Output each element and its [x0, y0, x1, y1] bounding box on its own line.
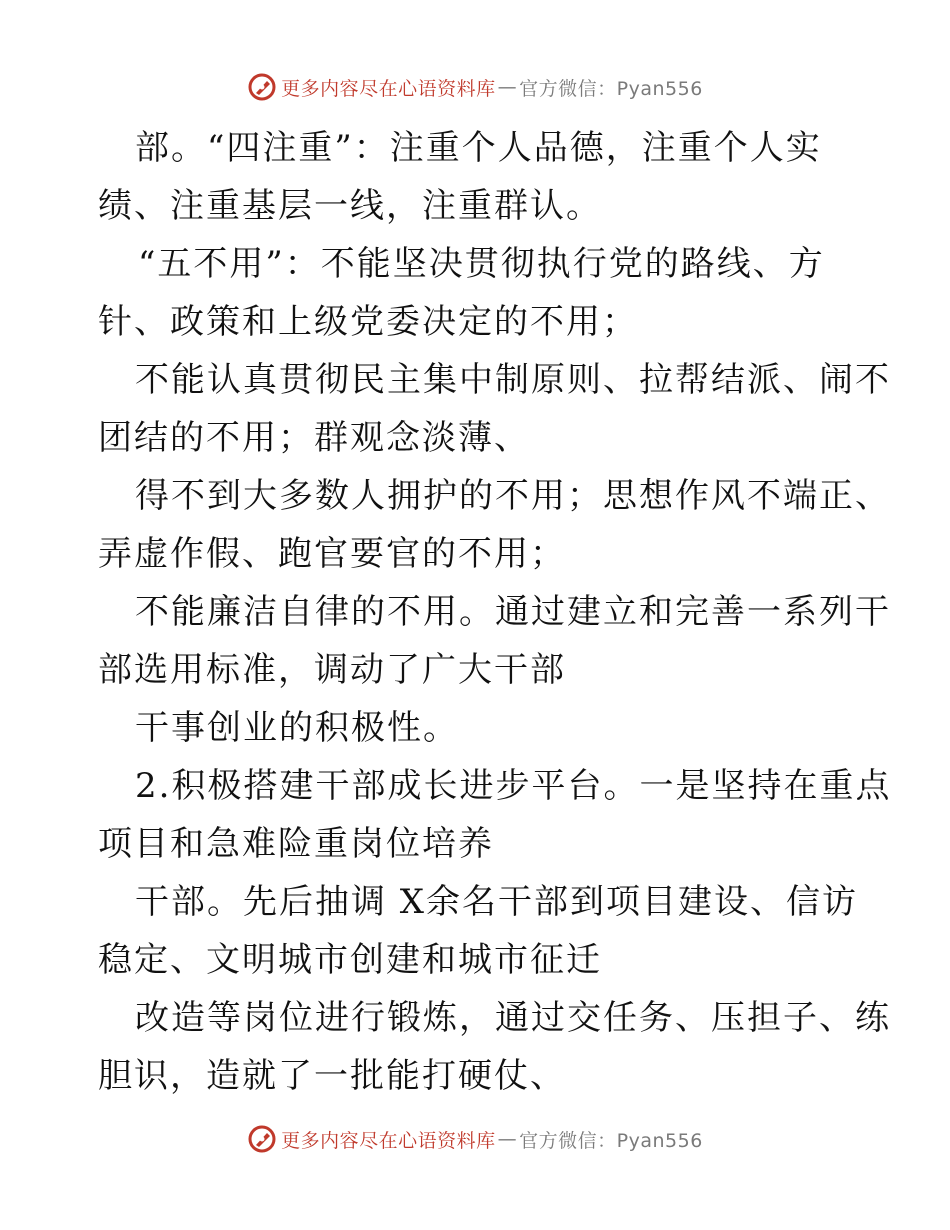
- banner-dash: —: [497, 1128, 518, 1150]
- text-line: 不能认真贯彻民主集中制原则、拉帮结派、闹不: [135, 360, 891, 400]
- text-line: 干部。先后抽调 X余名干部到项目建设、信访: [135, 882, 859, 922]
- text-line: 稳定、文明城市创建和城市征迁: [98, 940, 602, 980]
- text-line: 部选用标准，调动了广大干部: [98, 650, 566, 690]
- text-line: 不能廉洁自律的不用。通过建立和完善一系列干: [135, 592, 891, 632]
- text-line: 胆识，造就了一批能打硬仗、: [98, 1056, 566, 1096]
- banner-dash: —: [497, 76, 518, 98]
- text-line: “五不用”：不能坚决贯彻执行党的路线、方: [138, 244, 825, 284]
- header-watermark: [0, 72, 950, 102]
- text-line: 弄虚作假、跑官要官的不用；: [98, 534, 566, 574]
- text-line: 得不到大多数人拥护的不用；思想作风不端正、: [135, 476, 891, 516]
- banner-wechat: 官方微信：Pyan556: [519, 1129, 703, 1152]
- banner-wechat: 官方微信：Pyan556: [519, 77, 703, 100]
- text-line: 改造等岗位进行锻炼，通过交任务、压担子、练: [135, 998, 891, 1038]
- text-line: 干事创业的积极性。: [135, 708, 459, 748]
- footer-watermark: [0, 1124, 950, 1154]
- pen-logo-icon: [247, 72, 277, 102]
- text-line: 部。“四注重”：注重个人品德，注重个人实: [135, 128, 822, 168]
- banner-site-name: 更多内容尽在心语资料库: [281, 1129, 496, 1152]
- text-line: 项目和急难险重岗位培养: [98, 824, 494, 864]
- pen-logo-icon: [247, 1124, 277, 1154]
- text-line: 针、政策和上级党委决定的不用；: [98, 302, 638, 342]
- text-line: 绩、注重基层一线，注重群认。: [98, 186, 602, 226]
- text-line: 团结的不用；群观念淡薄、: [98, 418, 530, 458]
- text-line: 2.积极搭建干部成长进步平台。一是坚持在重点: [135, 766, 892, 806]
- banner-site-name: 更多内容尽在心语资料库: [281, 77, 496, 100]
